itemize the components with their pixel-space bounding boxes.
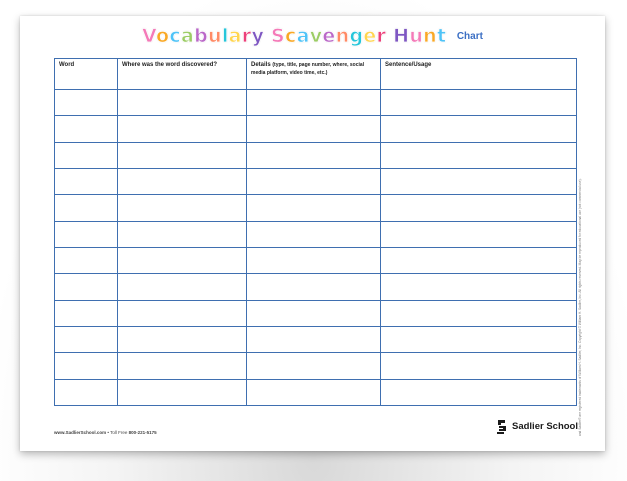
table-cell [55,116,118,142]
scavenger-hunt-table [54,58,577,406]
title-letter: a [180,25,195,47]
title-letter: u [207,25,222,47]
table-cell [381,195,577,221]
title-sub-text: Chart [456,31,483,42]
table-cell [118,300,247,326]
header-word: Word [55,59,118,90]
title-letter: r [241,25,252,47]
table-cell [247,379,381,405]
table-cell [247,300,381,326]
table-header-row [55,59,577,90]
title-letter [264,25,271,47]
table-cell [118,221,247,247]
worksheet-title [20,25,605,47]
table-cell [381,353,577,379]
header-details: Details (type, title, page number, where, social media platform, video time, etc.) [247,59,381,90]
table-row [55,90,577,116]
table-cell [381,326,577,352]
title-letter: e [363,25,377,47]
table-cell [55,247,118,273]
table-cell [247,90,381,116]
table-cell [118,247,247,273]
table-cell [381,274,577,300]
title-letter: a [228,25,242,47]
table-cell [381,90,577,116]
table-cell [381,168,577,194]
table-cell [55,168,118,194]
table-cell [381,300,577,326]
footer-phone: 800-221-5175 [128,430,157,435]
table-row [55,247,577,273]
table-cell [118,90,247,116]
table-cell [55,142,118,168]
header-details-note: (type, title, page number, where, social media platform, video time, etc.) [251,62,365,76]
title-letter: V [142,25,157,47]
table-cell [55,300,118,326]
table-cell [247,142,381,168]
title-letter: c [169,25,181,47]
table-cell [118,353,247,379]
table-cell [247,116,381,142]
table-cell [118,274,247,300]
table-row [55,300,577,326]
table-cell [118,326,247,352]
table-cell [247,326,381,352]
header-where: Where was the word discovered? [118,59,247,90]
table-cell [55,90,118,116]
table-cell [118,379,247,405]
table-cell [55,379,118,405]
table-cell [381,116,577,142]
copyright-side-note: and Sadlier® are registered trademarks of William H. Sadlier, Inc. Copyright © William H. Sadlier, Inc. All rights reserved. May be reproduced for educational use (not commercial use). [578,178,582,436]
title-letter: e [322,25,336,47]
table-cell [381,247,577,273]
table-row [55,195,577,221]
footer-contact [54,430,157,435]
header-sentence: Sentence/Usage [381,59,577,90]
table-row [55,168,577,194]
table-cell [381,221,577,247]
title-letter: n [335,25,350,47]
title-letter: a [296,25,310,47]
title-letter: r [376,25,387,47]
table-cell [247,195,381,221]
table-row [55,326,577,352]
table-row [55,379,577,405]
brand-name: Sadlier School [512,421,578,432]
title-main-text [142,25,446,47]
title-letter: S [271,25,286,47]
sadlier-mark-icon [496,419,508,435]
footer-site: www.SadlierSchool.com [54,430,107,435]
title-letter: v [309,25,323,47]
title-letter: t [436,25,447,47]
table-row [55,353,577,379]
title-letter: b [194,25,208,47]
title-letter: l [221,25,229,47]
table-cell [118,142,247,168]
table-body [55,90,577,406]
worksheet-page [20,16,605,451]
table-row [55,274,577,300]
table-cell [55,353,118,379]
table-cell [55,274,118,300]
table-cell [55,221,118,247]
table-cell [247,168,381,194]
table-cell [247,274,381,300]
table-cell [247,353,381,379]
table-cell [247,247,381,273]
table-cell [118,168,247,194]
footer-separator: • [107,430,109,435]
table-cell [118,116,247,142]
table-cell [55,326,118,352]
table-cell [55,195,118,221]
title-letter: y [251,25,265,47]
table-cell [247,221,381,247]
sadlier-logo [496,419,586,435]
title-letter: g [349,25,364,47]
title-letter: c [285,25,297,47]
table-cell [118,195,247,221]
title-letter: n [423,25,437,47]
table-row [55,116,577,142]
title-letter: o [156,25,170,47]
table-row [55,142,577,168]
footer-toll-label: Toll Free [110,430,128,435]
table-cell [381,379,577,405]
title-letter: u [409,25,424,47]
table-cell [381,142,577,168]
title-letter: H [393,25,410,47]
table-row [55,221,577,247]
